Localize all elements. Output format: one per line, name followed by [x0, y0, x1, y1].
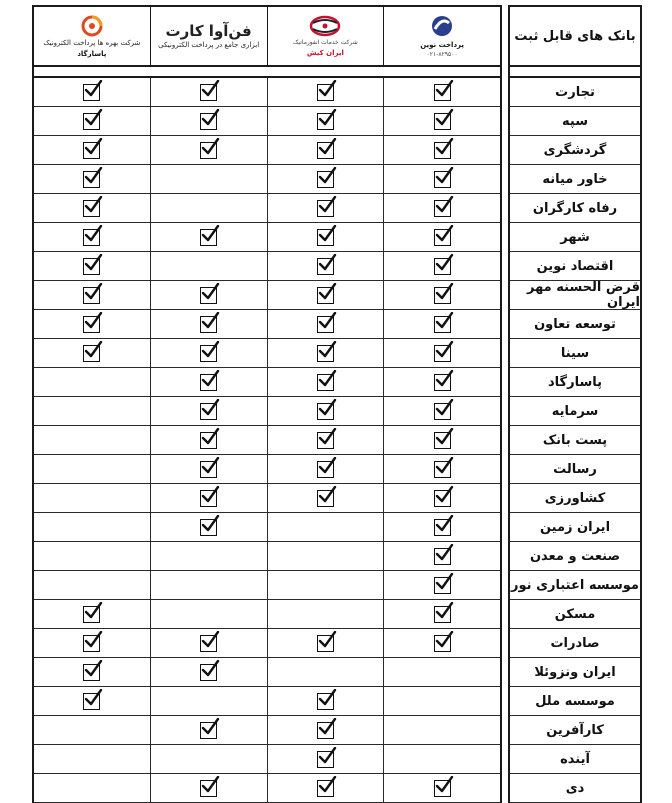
bank-name: موسسه ملل [510, 687, 640, 716]
checkmark-icon [83, 316, 100, 333]
provider-cell-fankavaran [150, 78, 267, 106]
checkmark-icon [83, 229, 100, 246]
provider-cell-iranian-kish [267, 165, 384, 193]
provider-cell-fankavaran [150, 107, 267, 135]
provider-cell-iranian-kish [267, 513, 384, 541]
checkmark-icon [434, 780, 451, 797]
checkmark-icon [317, 258, 334, 275]
provider-iranian-kish [267, 7, 384, 65]
provider-cell-iranian-kish [267, 194, 384, 222]
checkmark-icon [317, 113, 334, 130]
table-row [34, 223, 500, 252]
checkmark-icon [317, 200, 334, 217]
bank-name: گردشگری [510, 136, 640, 165]
bank-name-list [510, 76, 640, 803]
checkmark-icon [317, 287, 334, 304]
checkmark-icon [434, 432, 451, 449]
checkmark-icon [83, 142, 100, 159]
checkmark-icon [317, 84, 334, 101]
provider-cell-iranian-kish [267, 310, 384, 338]
provider-cell-iranian-kish [267, 455, 384, 483]
provider-cell-novin [383, 194, 500, 222]
provider-cell-iranian-kish [267, 658, 384, 686]
table-row [34, 136, 500, 165]
bank-name: تجارت [510, 78, 640, 107]
checkmark-icon [434, 316, 451, 333]
bank-name: صنعت و معدن [510, 542, 640, 571]
provider-cell-fankavaran [150, 513, 267, 541]
provider-cell-novin [383, 542, 500, 570]
provider-cell-pasargad [34, 571, 150, 599]
checkmark-icon [317, 490, 334, 507]
provider-cell-novin [383, 368, 500, 396]
table-row [34, 339, 500, 368]
provider-cell-iranian-kish [267, 107, 384, 135]
table-row [34, 194, 500, 223]
provider-cell-novin [383, 397, 500, 425]
checkmark-icon [83, 635, 100, 652]
provider-cell-novin [383, 78, 500, 106]
checkmark-icon [434, 84, 451, 101]
provider-cell-fankavaran [150, 136, 267, 164]
provider-cell-fankavaran [150, 716, 267, 744]
bank-name: کارآفرین [510, 716, 640, 745]
checkmark-icon [83, 693, 100, 710]
checkmark-icon [317, 345, 334, 362]
checkmark-icon [200, 664, 217, 681]
checkmark-icon [200, 635, 217, 652]
provider-cell-pasargad [34, 368, 150, 396]
provider-fankavaran [150, 7, 267, 65]
provider-cell-pasargad [34, 310, 150, 338]
checkmark-icon [200, 142, 217, 159]
bank-name: مسکن [510, 600, 640, 629]
checkmark-icon [83, 84, 100, 101]
checkmark-icon [83, 345, 100, 362]
checkmark-icon [434, 548, 451, 565]
provider-cell-fankavaran [150, 687, 267, 715]
table-row [34, 687, 500, 716]
provider-cell-fankavaran [150, 310, 267, 338]
provider-cell-novin [383, 107, 500, 135]
checkmark-icon [434, 345, 451, 362]
provider-cell-novin [383, 484, 500, 512]
provider-cell-fankavaran [150, 542, 267, 570]
table-row [34, 165, 500, 194]
checkmark-icon [317, 142, 334, 159]
checkmark-icon [200, 287, 217, 304]
provider-cell-pasargad [34, 658, 150, 686]
provider-pasargad [34, 7, 150, 65]
checkmark-icon [317, 316, 334, 333]
provider-cell-pasargad [34, 165, 150, 193]
table-row [34, 600, 500, 629]
provider-cell-iranian-kish [267, 774, 384, 802]
provider-cell-fankavaran [150, 165, 267, 193]
provider-cell-pasargad [34, 513, 150, 541]
kish-logo-icon [308, 15, 342, 37]
provider-cell-novin [383, 310, 500, 338]
checkmark-icon [83, 258, 100, 275]
provider-cell-pasargad [34, 716, 150, 744]
provider-cell-pasargad [34, 774, 150, 802]
table-row [34, 774, 500, 803]
provider-cell-fankavaran [150, 571, 267, 599]
checkmark-icon [83, 287, 100, 304]
bank-name: اقتصاد نوین [510, 252, 640, 281]
checkmark-icon [317, 171, 334, 188]
provider-cell-pasargad [34, 687, 150, 715]
provider-cell-iranian-kish [267, 426, 384, 454]
provider-cell-novin [383, 658, 500, 686]
provider-grid [32, 5, 502, 803]
provider-cell-pasargad [34, 629, 150, 657]
checkmark-icon [317, 693, 334, 710]
checkmark-icon [434, 403, 451, 420]
provider-cell-novin [383, 716, 500, 744]
provider-cell-fankavaran [150, 600, 267, 628]
provider-cell-pasargad [34, 194, 150, 222]
provider-cell-fankavaran [150, 455, 267, 483]
pasargad-logo-icon [79, 15, 105, 37]
provider-cell-pasargad [34, 136, 150, 164]
table-row [34, 484, 500, 513]
bank-name: پست بانک [510, 426, 640, 455]
provider-cell-fankavaran [150, 223, 267, 251]
provider-cell-iranian-kish [267, 542, 384, 570]
provider-cell-pasargad [34, 455, 150, 483]
provider-cell-iranian-kish [267, 281, 384, 309]
provider-cell-novin [383, 774, 500, 802]
checkmark-icon [83, 606, 100, 623]
provider-novin [383, 7, 500, 65]
bank-name: دی [510, 774, 640, 803]
checkmark-icon [317, 751, 334, 768]
checkmark-icon [83, 664, 100, 681]
provider-cell-fankavaran [150, 368, 267, 396]
checkmark-icon [83, 113, 100, 130]
provider-cell-iranian-kish [267, 252, 384, 280]
bank-name: کشاورزی [510, 484, 640, 513]
table-row [34, 629, 500, 658]
novin-line1: پرداخت نوین [420, 41, 465, 49]
novin-line2: ۰۲۱-۸۲۹۵۰۰ [426, 51, 458, 58]
provider-cell-iranian-kish [267, 629, 384, 657]
checkmark-icon [434, 374, 451, 391]
provider-cell-novin [383, 252, 500, 280]
table-row [34, 252, 500, 281]
checkmark-icon [200, 113, 217, 130]
bank-name: ایران زمین [510, 513, 640, 542]
checkmark-icon [434, 113, 451, 130]
table-row [34, 310, 500, 339]
bank-name: رفاه کارگران [510, 194, 640, 223]
fanava-logo-icon [165, 21, 252, 40]
provider-cell-pasargad [34, 281, 150, 309]
provider-cell-novin [383, 629, 500, 657]
bank-name: قرض الحسنه مهر ایران [510, 281, 640, 310]
checkmark-icon [317, 635, 334, 652]
checkmark-icon [317, 780, 334, 797]
kish-line1: شرکت خدمات انفورماتیک [293, 39, 358, 46]
provider-grid-body [34, 76, 500, 803]
provider-cell-iranian-kish [267, 745, 384, 773]
provider-cell-fankavaran [150, 629, 267, 657]
checkmark-icon [317, 432, 334, 449]
bank-name: رسالت [510, 455, 640, 484]
checkmark-icon [200, 519, 217, 536]
table-row [34, 571, 500, 600]
provider-cell-pasargad [34, 107, 150, 135]
provider-cell-fankavaran [150, 484, 267, 512]
provider-cell-iranian-kish [267, 368, 384, 396]
checkmark-icon [200, 374, 217, 391]
provider-cell-novin [383, 339, 500, 367]
table-row [34, 426, 500, 455]
provider-cell-novin [383, 571, 500, 599]
provider-cell-fankavaran [150, 339, 267, 367]
novin-logo-icon [429, 14, 455, 38]
checkmark-icon [434, 519, 451, 536]
checkmark-icon [83, 200, 100, 217]
provider-cell-novin [383, 281, 500, 309]
provider-cell-pasargad [34, 484, 150, 512]
table-row [34, 455, 500, 484]
provider-header-row [34, 5, 500, 67]
table-row [34, 281, 500, 310]
provider-cell-fankavaran [150, 426, 267, 454]
provider-cell-iranian-kish [267, 223, 384, 251]
provider-cell-fankavaran [150, 281, 267, 309]
provider-cell-novin [383, 513, 500, 541]
checkmark-icon [200, 780, 217, 797]
checkmark-icon [434, 287, 451, 304]
bank-name: آینده [510, 745, 640, 774]
provider-cell-novin [383, 165, 500, 193]
checkmark-icon [434, 229, 451, 246]
table-row [34, 716, 500, 745]
fanava-line1: ابزاری جامع در پرداخت الکترونیکی [158, 40, 260, 49]
table-row [34, 107, 500, 136]
provider-cell-fankavaran [150, 252, 267, 280]
checkmark-icon [317, 403, 334, 420]
checkmark-icon [317, 374, 334, 391]
provider-cell-iranian-kish [267, 687, 384, 715]
bank-name: سینا [510, 339, 640, 368]
checkmark-icon [434, 200, 451, 217]
checkmark-icon [434, 635, 451, 652]
checkmark-icon [317, 229, 334, 246]
bank-name: خاور میانه [510, 165, 640, 194]
provider-cell-fankavaran [150, 397, 267, 425]
provider-cell-pasargad [34, 397, 150, 425]
provider-cell-novin [383, 600, 500, 628]
checkmark-icon [200, 432, 217, 449]
provider-cell-pasargad [34, 600, 150, 628]
provider-cell-iranian-kish [267, 571, 384, 599]
provider-cell-iranian-kish [267, 78, 384, 106]
provider-cell-pasargad [34, 78, 150, 106]
checkmark-icon [200, 84, 217, 101]
provider-cell-novin [383, 223, 500, 251]
provider-cell-pasargad [34, 252, 150, 280]
checkmark-icon [200, 461, 217, 478]
table-row [34, 745, 500, 774]
checkmark-icon [200, 722, 217, 739]
checkmark-icon [200, 403, 217, 420]
checkmark-icon [434, 461, 451, 478]
table-row [34, 368, 500, 397]
bank-name: شهر [510, 223, 640, 252]
fanava-brand: فن‌آوا کارت [165, 21, 252, 40]
provider-cell-novin [383, 687, 500, 715]
bank-name: پاسارگاد [510, 368, 640, 397]
pasargad-line1: شرکت بهره ‌ها پرداخت الکترونیک [43, 38, 141, 47]
bank-name: صادرات [510, 629, 640, 658]
table-row [34, 397, 500, 426]
provider-cell-novin [383, 745, 500, 773]
provider-cell-pasargad [34, 745, 150, 773]
checkmark-icon [317, 722, 334, 739]
provider-cell-pasargad [34, 339, 150, 367]
bank-name: موسسه اعتباری نور [510, 571, 640, 600]
table-row [34, 658, 500, 687]
provider-cell-iranian-kish [267, 600, 384, 628]
provider-cell-fankavaran [150, 658, 267, 686]
provider-cell-pasargad [34, 542, 150, 570]
provider-cell-iranian-kish [267, 397, 384, 425]
banks-title: بانک های قابل ثبت [510, 5, 640, 67]
checkmark-icon [83, 171, 100, 188]
provider-cell-iranian-kish [267, 339, 384, 367]
kish-line2: ایران کیش [306, 49, 344, 57]
checkmark-icon [434, 171, 451, 188]
provider-cell-iranian-kish [267, 716, 384, 744]
provider-cell-pasargad [34, 223, 150, 251]
checkmark-icon [200, 229, 217, 246]
table-row [34, 513, 500, 542]
provider-cell-fankavaran [150, 194, 267, 222]
provider-cell-novin [383, 426, 500, 454]
pasargad-line2: پاسارگاد [77, 49, 107, 58]
checkmark-icon [200, 490, 217, 507]
checkmark-icon [434, 490, 451, 507]
provider-cell-fankavaran [150, 745, 267, 773]
provider-cell-iranian-kish [267, 136, 384, 164]
checkmark-icon [317, 461, 334, 478]
bank-name: ایران ونزوئلا [510, 658, 640, 687]
checkmark-icon [434, 606, 451, 623]
provider-cell-novin [383, 455, 500, 483]
table-row [34, 78, 500, 107]
checkmark-icon [200, 316, 217, 333]
bank-name: توسعه تعاون [510, 310, 640, 339]
table-row [34, 542, 500, 571]
bank-name: سرمایه [510, 397, 640, 426]
checkmark-icon [200, 345, 217, 362]
checkmark-icon [434, 577, 451, 594]
bank-name: سپه [510, 107, 640, 136]
bank-name-column [508, 5, 642, 803]
provider-cell-iranian-kish [267, 484, 384, 512]
checkmark-icon [434, 258, 451, 275]
provider-cell-novin [383, 136, 500, 164]
provider-cell-fankavaran [150, 774, 267, 802]
provider-cell-pasargad [34, 426, 150, 454]
checkmark-icon [434, 142, 451, 159]
